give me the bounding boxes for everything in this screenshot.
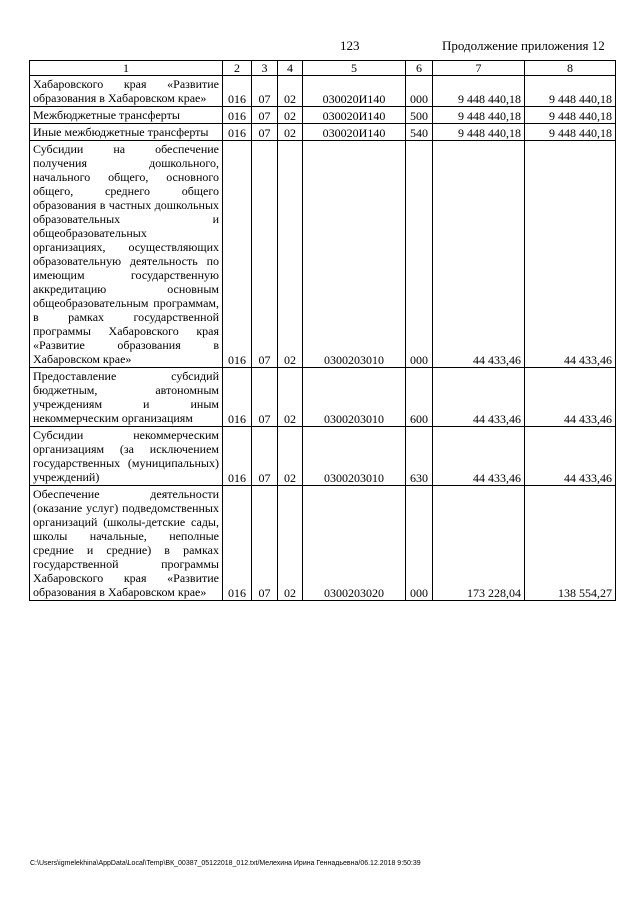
code-cell: 030020И140 bbox=[303, 107, 406, 124]
column-header: 2 bbox=[223, 61, 252, 76]
row-name-cell: Обеспечение деятельности (оказание услуг) подведомственных организаций (школы-детские сады, школы начальные, неполные средние и средние) в рамках государственной программы Хабаровского края «Развитие образования в Хабаровском крае» bbox=[30, 486, 223, 601]
row-name-cell: Предоставление субсидий бюджетным, автономным учреждениям и иным некоммерческим организациям bbox=[30, 368, 223, 427]
amount-cell: 9 448 440,18 bbox=[433, 76, 525, 107]
table-row bbox=[30, 124, 616, 141]
amount-cell: 44 433,46 bbox=[525, 368, 616, 427]
amount-cell: 44 433,46 bbox=[433, 368, 525, 427]
amount-cell: 173 228,04 bbox=[433, 486, 525, 601]
amount-cell: 44 433,46 bbox=[525, 427, 616, 486]
code-cell: 016 bbox=[223, 427, 252, 486]
table-header-row bbox=[30, 61, 616, 76]
budget-table bbox=[29, 60, 616, 601]
code-cell: 016 bbox=[223, 368, 252, 427]
amount-cell: 9 448 440,18 bbox=[525, 76, 616, 107]
code-cell: 02 bbox=[278, 427, 303, 486]
row-name-cell: Субсидии некоммерческим организациям (за исключением государственных (муниципальных) учреждений) bbox=[30, 427, 223, 486]
code-cell: 02 bbox=[278, 141, 303, 368]
column-header: 1 bbox=[30, 61, 223, 76]
table-row bbox=[30, 107, 616, 124]
code-cell: 0300203010 bbox=[303, 368, 406, 427]
column-header: 6 bbox=[406, 61, 433, 76]
code-cell: 540 bbox=[406, 124, 433, 141]
code-cell: 02 bbox=[278, 107, 303, 124]
page-number: 123 bbox=[340, 38, 360, 53]
code-cell: 0300203010 bbox=[303, 141, 406, 368]
code-cell: 030020И140 bbox=[303, 124, 406, 141]
code-cell: 000 bbox=[406, 141, 433, 368]
row-name-cell: Хабаровского края «Развитие образования в Хабаровском крае» bbox=[30, 76, 223, 107]
code-cell: 000 bbox=[406, 486, 433, 601]
code-cell: 030020И140 bbox=[303, 76, 406, 107]
code-cell: 0300203020 bbox=[303, 486, 406, 601]
code-cell: 500 bbox=[406, 107, 433, 124]
appendix-label: Продолжение приложения 12 bbox=[442, 38, 605, 53]
code-cell: 016 bbox=[223, 76, 252, 107]
row-name-cell: Субсидии на обеспечение получения дошкольного, начального общего, основного общего, среднего общего образования в частных дошкольных образовательных и общеобразовательных организациях, осуществляющих образовательную деятельность по имеющим государственную аккредитацию основным общеобразовательным программам, в рамках государственной программы Хабаровского края «Развитие образования в Хабаровском крае» bbox=[30, 141, 223, 368]
code-cell: 016 bbox=[223, 124, 252, 141]
code-cell: 000 bbox=[406, 76, 433, 107]
amount-cell: 9 448 440,18 bbox=[525, 107, 616, 124]
table-row bbox=[30, 76, 616, 107]
table-row bbox=[30, 141, 616, 368]
column-header: 4 bbox=[278, 61, 303, 76]
table-row bbox=[30, 368, 616, 427]
column-header: 7 bbox=[433, 61, 525, 76]
code-cell: 02 bbox=[278, 76, 303, 107]
code-cell: 07 bbox=[252, 427, 278, 486]
table-row bbox=[30, 427, 616, 486]
code-cell: 07 bbox=[252, 141, 278, 368]
column-header: 3 bbox=[252, 61, 278, 76]
amount-cell: 138 554,27 bbox=[525, 486, 616, 601]
amount-cell: 44 433,46 bbox=[433, 427, 525, 486]
amount-cell: 44 433,46 bbox=[525, 141, 616, 368]
code-cell: 016 bbox=[223, 107, 252, 124]
column-header: 8 bbox=[525, 61, 616, 76]
code-cell: 630 bbox=[406, 427, 433, 486]
code-cell: 0300203010 bbox=[303, 427, 406, 486]
code-cell: 02 bbox=[278, 368, 303, 427]
file-path-footer: C:\Users\igmelekhina\AppData\Local\Temp\ВК_00387_05122018_012.txt/Мелехина Ирина Геннадьевна/06.12.2018 9:50:39 bbox=[30, 860, 421, 867]
column-header: 5 bbox=[303, 61, 406, 76]
code-cell: 07 bbox=[252, 124, 278, 141]
code-cell: 016 bbox=[223, 486, 252, 601]
code-cell: 07 bbox=[252, 76, 278, 107]
code-cell: 02 bbox=[278, 124, 303, 141]
amount-cell: 9 448 440,18 bbox=[433, 107, 525, 124]
code-cell: 07 bbox=[252, 368, 278, 427]
code-cell: 016 bbox=[223, 141, 252, 368]
amount-cell: 44 433,46 bbox=[433, 141, 525, 368]
code-cell: 07 bbox=[252, 486, 278, 601]
table-row bbox=[30, 486, 616, 601]
amount-cell: 9 448 440,18 bbox=[433, 124, 525, 141]
row-name-cell: Межбюджетные трансферты bbox=[30, 107, 223, 124]
amount-cell: 9 448 440,18 bbox=[525, 124, 616, 141]
code-cell: 600 bbox=[406, 368, 433, 427]
row-name-cell: Иные межбюджетные трансферты bbox=[30, 124, 223, 141]
code-cell: 07 bbox=[252, 107, 278, 124]
code-cell: 02 bbox=[278, 486, 303, 601]
